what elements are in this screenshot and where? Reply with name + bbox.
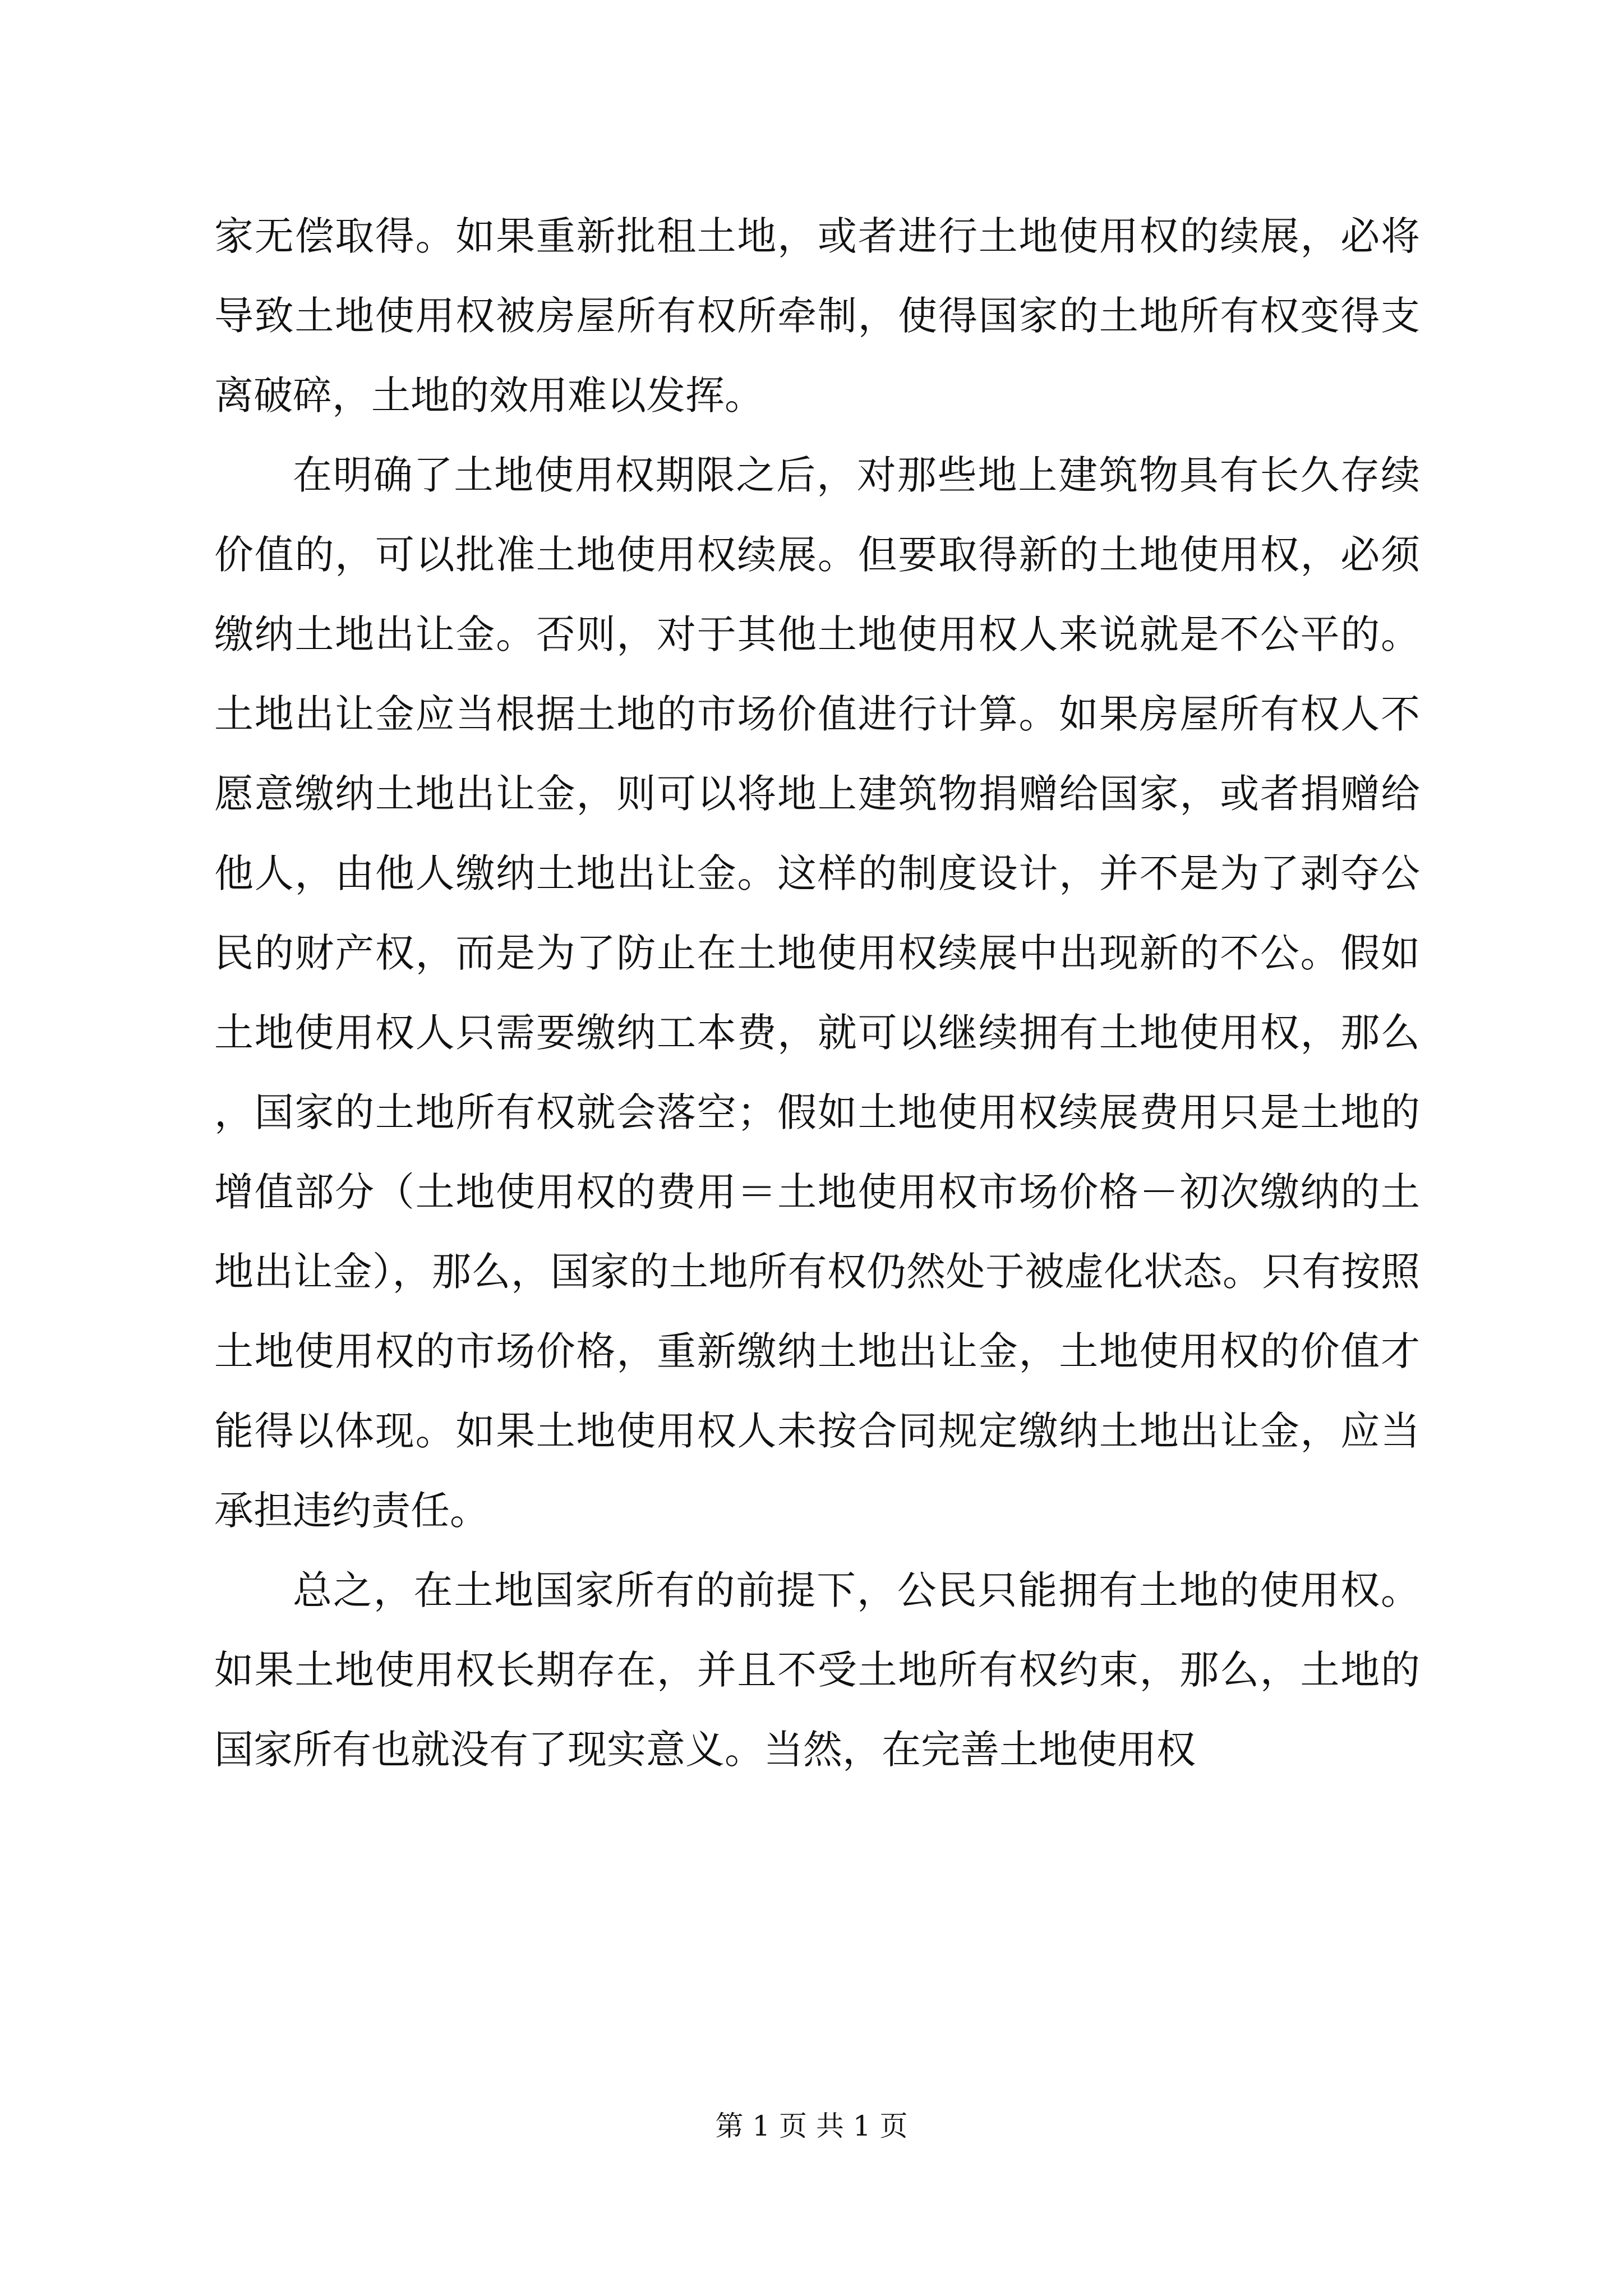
page-footer: [0, 2104, 1623, 2144]
paragraph-2: 在明确了土地使用权期限之后，对那些地上建筑物具有长久存续价值的，可以批准土地使用权续展。但要取得新的土地使用权，必须缴纳土地出让金。否则，对于其他土地使用权人来说就是不公平的。土地出让金应当根据土地的市场价值进行计算。如果房屋所有权人不愿意缴纳土地出让金，则可以将地上建筑物捐赠给国家，或者捐赠给他人，由他人缴纳土地出让金。这样的制度设计，并不是为了剥夺公民的财产权，而是为了防止在土地使用权续展中出现新的不公。假如土地使用权人只需要缴纳工本费，就可以继续拥有土地使用权，那么，国家的土地所有权就会落空；假如土地使用权续展费用只是土地的增值部分（土地使用权的费用＝土地使用权市场价格－初次缴纳的土地出让金），那么，国家的土地所有权仍然处于被虚化状态。只有按照土地使用权的市场价格，重新缴纳土地出让金，土地使用权的价值才能得以体现。如果土地使用权人未按合同规定缴纳土地出让金，应当承担违约责任。: [214, 452, 1420, 1534]
document-body: [214, 196, 1420, 1789]
paragraph-1: 家无偿取得。如果重新批租土地，或者进行土地使用权的续展，必将导致土地使用权被房屋所有权所牵制，使得国家的土地所有权变得支离破碎，土地的效用难以发挥。: [214, 213, 1420, 418]
page-number-label: 第 1 页 共 1 页: [715, 2110, 908, 2142]
paragraph-3: 总之，在土地国家所有的前提下，公民只能拥有土地的使用权。如果土地使用权长期存在，并且不受土地所有权约束，那么，土地的国家所有也就没有了现实意义。当然，在完善土地使用权: [214, 1567, 1420, 1773]
